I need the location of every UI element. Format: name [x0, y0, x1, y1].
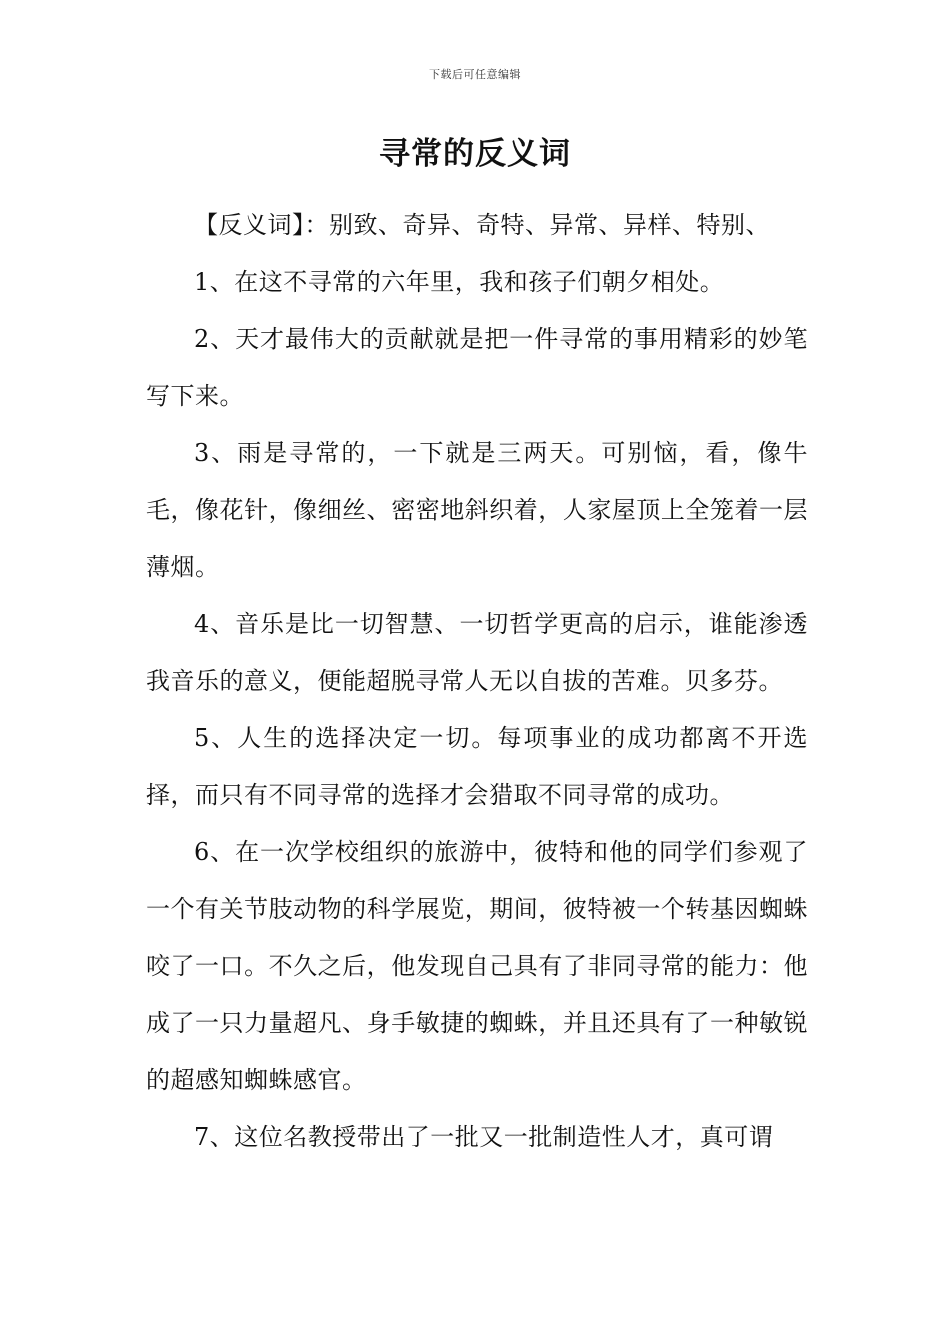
- header-note: 下载后可任意编辑: [429, 68, 521, 81]
- example-sentence-5: 5、人生的选择决定一切。每项事业的成功都离不开选择，而只有不同寻常的选择才会猎取不同寻常的成功。: [146, 724, 808, 809]
- example-sentence-4: 4、音乐是比一切智慧、一切哲学更高的启示，谁能渗透我音乐的意义，便能超脱寻常人无以自拔的苦难。贝多芬。: [146, 610, 808, 695]
- example-sentence-6: 6、在一次学校组织的旅游中，彼特和他的同学们参观了一个有关节肢动物的科学展览，期间，彼特被一个转基因蜘蛛咬了一口。不久之后，他发现自己具有了非同寻常的能力：他成了一只力量超凡、身手敏捷的蜘蛛，并且还具有了一种敏锐的超感知蜘蛛感官。: [146, 838, 808, 1094]
- example-sentence-1: 1、在这不寻常的六年里，我和孩子们朝夕相处。: [194, 268, 725, 296]
- example-sentence-7: 7、这位名教授带出了一批又一批制造性人才，真可谓: [194, 1123, 774, 1151]
- example-sentence-2: 2、天才最伟大的贡献就是把一件寻常的事用精彩的妙笔写下来。: [146, 325, 808, 410]
- document-body: [146, 197, 808, 1166]
- example-sentence-3: 3、雨是寻常的，一下就是三两天。可别恼，看，像牛毛，像花针，像细丝、密密地斜织着，人家屋顶上全笼着一层薄烟。: [146, 439, 808, 581]
- document-title: 寻常的反义词: [379, 136, 571, 172]
- antonym-list-paragraph: 【反义词】：别致、奇异、奇特、异常、异样、特别、: [194, 211, 770, 239]
